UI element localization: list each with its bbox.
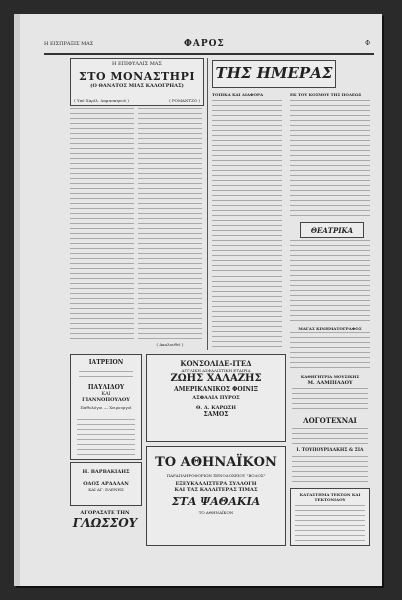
story-text-col2 [138, 108, 202, 340]
day-right-head: ΕΚ ΤΟΥ ΚΟΣΜΟΥ ΤΗΣ ΠΟΛΕΩΣ [290, 92, 362, 97]
ad-doctor-and: ΚΑΙ [101, 391, 111, 397]
ad-language-top: ΑΓΟΡΑΣΑΤΕ ΤΗΝ [80, 510, 130, 516]
ad-athinaikon-l1: ΠΑΡΑΠΛΗΡΟΦΟΡΙΩΝ ΞΕΝΟΔΟΧΕΙΟΥ "ΒΟΛΟΣ" [166, 473, 266, 478]
theatre-subhead: ΜΑΓΑΣ ΚΙΝΗΜΑΤΟΓΡΑΦΟΣ [298, 326, 362, 331]
masthead-page: Φ [365, 40, 370, 47]
ad-insurance-name: ΖΩΗΣ ΧΑΛΑΖΗΣ [170, 373, 262, 384]
ad-insurance-l2: ΑΣΦΑΛΙΑ ΠΥΡΟΣ [192, 395, 240, 401]
ad-right1-text [292, 388, 368, 410]
ad-insurance-city: ΣΑΜΟΣ [203, 411, 229, 418]
ad-right2-head: ΛΟΓΟΤΕΧΝΑΙ [303, 416, 357, 425]
ad-doctor-top: ΙΑΤΡΕΙΟΝ [88, 359, 124, 366]
ad-right2-text2 [292, 456, 368, 484]
ad-insurance-l1: ΑΜΕΡΙΚΑΝΙΚΟΣ ΦΟΙΝΙΞ [174, 386, 258, 393]
ad-right3-text [295, 505, 365, 541]
ad-insurance [146, 354, 286, 442]
newspaper-page [14, 14, 382, 586]
ad-doctor-body [77, 419, 135, 455]
ad-doctor-line: Παθολόγοι — Χειρουργοί [80, 405, 132, 410]
theatre-text2 [290, 332, 370, 370]
ad-right3-head: ΚΑΤΑΣΤΗΜΑ ΤΕΚΤΩΝ ΚΑΙ ΤΕΚΤΟΝΙΔΟΥ [299, 492, 361, 502]
theatre-banner [300, 222, 364, 238]
story-text-col1 [70, 108, 134, 340]
ad-right3 [290, 488, 370, 546]
story-signature: ( Ακολουθεί ) [156, 342, 184, 347]
theatre-title: ΘΕΑΤΡΙΚΑ [310, 226, 354, 235]
ad-shop [70, 462, 142, 506]
story-author: ( Υπό Χαρίλ. Δαμασκηνού ) [74, 98, 129, 103]
ad-right2-name: Ι. ΤΟΥΠΟΥΡΙΔΑΚΗΣ & ΣΙΑ [296, 448, 364, 453]
ad-shop-line1: ΟΔΟΣ ΑΡΔΑΛΑΝ [83, 481, 129, 487]
ad-athinaikon-l4: ΣΤΑ ΨΑΘΑΚΙΑ [171, 495, 261, 508]
column-rule-1 [207, 58, 208, 350]
ad-athinaikon-title: ΤΟ ΑΘΗΝΑΪΚΟΝ [155, 455, 277, 470]
ad-athinaikon-l3: ΚΑΙ ΤΑΣ ΚΑΛΛΙΤΕΡΑΣ ΤΙΜΑΣ [174, 487, 258, 493]
ad-right2-text1 [292, 428, 368, 446]
story-title: ΣΤΟ ΜΟΝΑΣΤΗΡΙ [79, 70, 195, 83]
day-left-head: ΤΟΠΙΚΑ ΚΑΙ ΔΙΑΦΟΡΑ [212, 92, 264, 97]
ad-shop-name: Η. ΒΑΡΒΑΚΙΔΗΣ [82, 469, 130, 475]
ad-insurance-sub: ΑΓΓΛΙΚΗ ΑΣΦΑΛΙΣΤΙΚΗ ΕΤΑΙΡΙΑ [181, 368, 251, 373]
ad-athinaikon-l2: ΕΞΕΥΚΑΛΛΙΣΤΕΡΑ ΣΥΛΛΟΓΗ [175, 481, 257, 487]
ad-athinaikon [146, 446, 286, 546]
ad-athinaikon-footer: ΤΟ ΑΘΗΝΑΪΚΟΝ [198, 510, 234, 515]
day-right-text [290, 100, 370, 220]
ad-right1-head: ΚΑΘΗΓΗΤΡΙΑ ΜΟΥΣΙΚΗΣ [300, 374, 360, 379]
ad-doctor-name1: ΠΑΥΛΙΔΟΥ [87, 384, 125, 391]
ad-doctor-name2: ΓΙΑΝΝΟΠΟΥΛΟΥ [82, 397, 130, 403]
masthead-left: Η ΕΙΣΠΡΑΞΙΣ ΜΑΣ [44, 41, 94, 47]
ad-doctor-lines [79, 371, 133, 381]
story-genre: ( ΡΟΜΑΝΤΖΟ ) [169, 98, 200, 103]
page-edge [14, 14, 20, 586]
ad-right1-name: Μ. ΛΑΜΠΙΑΔΟΥ [307, 380, 353, 386]
day-left-text [212, 100, 282, 272]
ad-doctor [70, 354, 142, 460]
day-left-text2 [212, 276, 282, 350]
ad-language [70, 510, 140, 540]
day-title: ΤΗΣ ΗΜΕΡΑΣ [215, 64, 333, 82]
story-header [70, 58, 204, 106]
theatre-text [290, 240, 370, 322]
ad-shop-line2: ΚΑΙ ΑΓ. ΕΛΕΝΗΣ [88, 487, 124, 492]
ad-insurance-agent: Θ. Δ. ΚΑΡΩΣΗ [196, 405, 236, 411]
ad-language-word: ΓΛΩΣΣΟΥ [72, 516, 138, 530]
day-banner [212, 60, 336, 88]
masthead-title: ΦΑΡΟΣ [184, 39, 225, 49]
ad-insurance-top: ΚΟΝΣΟΛΙΔΕ-ΙΤΕΔ [180, 359, 252, 368]
story-kicker: Η ΕΠΙΦΥΛΛΙΣ ΜΑΣ [112, 61, 162, 67]
story-subtitle: (Ο ΘΑΝΑΤΟΣ ΜΙΑΣ ΚΑΛΟΓΡΗΑΣ) [90, 83, 184, 89]
masthead [44, 39, 374, 55]
